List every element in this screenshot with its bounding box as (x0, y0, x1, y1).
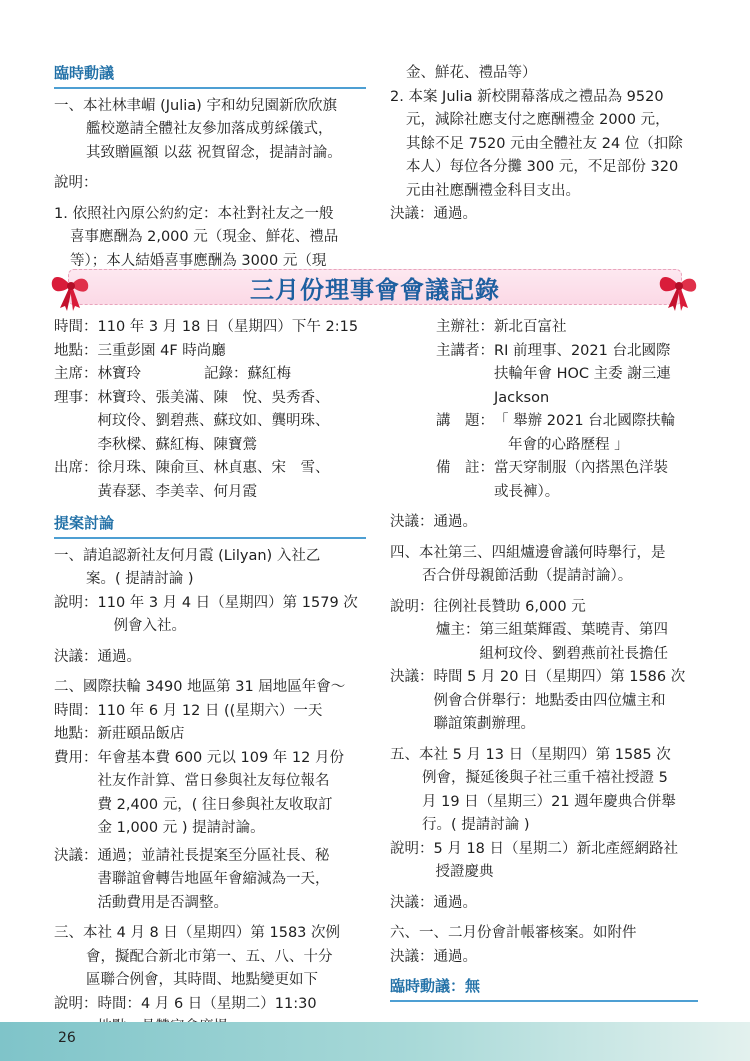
resolution-line: 例會合併舉行：地點委由四位爐主和 (433, 692, 666, 709)
resolution-line: 活動費用是否調整。 (97, 894, 228, 911)
proposal-place: 地點：新莊頤品飯店 (54, 726, 185, 742)
speaker-line: Jackson (494, 389, 550, 406)
resolution: 決議：通過。 (390, 948, 477, 965)
remark-label: 備 註： (436, 460, 494, 476)
note-line: 5 月 18 日（星期二）新北產經網路社 (433, 840, 679, 857)
footer-band (0, 1022, 750, 1061)
proposal-note (390, 838, 698, 885)
remark-block (390, 457, 698, 504)
note-label: 說明： (54, 175, 98, 191)
note-label: 說明： (390, 840, 434, 857)
proposal-line: 會，擬配合新北市第一、五、八、十分 (86, 948, 333, 965)
speaker-line: 扶輪年會 HOC 主委 謝三連 (494, 366, 671, 382)
note-line: 2. 本案 Julia 新校開幕落成之禮品為 9520 (390, 88, 664, 105)
host-label: 爐主： (436, 622, 480, 638)
note-line: 元，減除社應支付之應酬禮金 2000 元， (406, 112, 670, 128)
resolution-label: 決議： (390, 669, 434, 685)
topic-line: 年會的心路歷程 」 (508, 436, 629, 453)
meeting-recorder: 記錄：蘇紅梅 (204, 366, 291, 382)
proposal-line: 一、請追認新社友何月霞 (Lilyan) 入社乙 (54, 547, 321, 564)
note-line: 例會入社。 (113, 618, 186, 634)
left-main-section (54, 316, 366, 1040)
proposal-line: 二、國際扶輪 3490 地區第 31 屆地區年會～ (54, 679, 346, 695)
remark-line: 當天穿制服（內搭黑色洋裝 (494, 460, 668, 476)
host-club: 主辦社：新北百富社 (436, 319, 567, 335)
topic-block (390, 410, 698, 457)
fee-line: 社友作計算、當日參與社友每位報名 (97, 773, 330, 789)
directors-line: 柯玟伶、劉碧燕、蘇玟如、龔明珠、 (97, 413, 330, 429)
note-line: 1. 依照社內原公約約定：本社對社友之一般 (54, 205, 334, 222)
resolution-line: 聯誼策劃辦理。 (433, 716, 535, 732)
topic-line: 「 舉辦 2021 台北國際扶輪 (494, 413, 676, 429)
resolution-line: 時間 5 月 20 日（星期四）第 1586 次 (433, 669, 686, 685)
attendees-label: 出席： (54, 460, 98, 476)
proposal-line: 六、一、二月份會計帳審核案。如附件 (390, 925, 637, 941)
section-title-proposals: 提案討論 (54, 512, 366, 539)
resolution: 決議：通過。 (390, 894, 477, 911)
note-line: 其餘不足 7520 元由全體社友 24 位（扣除 (406, 135, 683, 152)
section-banner (48, 266, 702, 308)
page-number: 26 (58, 1030, 76, 1046)
note-line: 等）；本人結婚喜事應酬為 3000 元（現 (70, 252, 327, 269)
attendees-line: 徐月珠、陳俞亘、林貞惠、宋 雪、 (97, 460, 330, 476)
resolution: 決議：通過。 (390, 514, 477, 530)
topic-label: 講 題： (436, 413, 494, 429)
resolution: 決議：通過。 (54, 648, 141, 665)
speaker-label: 主講者： (436, 342, 494, 359)
motion-line: 一、本社林聿嵋 (Julia) 宇和幼兒園新欣欣旗 (54, 97, 337, 114)
host-line: 第三組葉輝霞、葉曉青、第四 (479, 622, 668, 638)
note-line: 110 年 3 月 4 日（星期四）第 1579 次 (97, 594, 358, 611)
proposal-line: 五、本社 5 月 13 日（星期四）第 1585 次 (390, 746, 671, 763)
meeting-chair: 主席：林寶玲 (54, 366, 141, 382)
fee-line: 費 2,400 元，( 往日參與社友收取訂 (97, 796, 333, 813)
proposal-line: 例會，擬延後與子社三重千禧社授證 5 (422, 770, 668, 786)
speaker-block (390, 340, 698, 411)
meeting-time: 時間：110 年 3 月 18 日（星期四）下午 2:15 (54, 319, 359, 335)
meeting-place: 地點：三重彭園 4F 時尚廳 (54, 342, 226, 359)
directors-line: 李秋樑、蘇紅梅、陳寶鶯 (97, 436, 257, 453)
fee-line: 金 1,000 元 ) 提請討論。 (97, 820, 265, 836)
chair-recorder-row (54, 363, 366, 387)
note-line: 元由社應酬禮金科目支出。 (406, 182, 580, 199)
banner-title: 三月份理事會會議記錄 (250, 276, 500, 304)
attendees-line: 黃春瑟、李美幸、何月霞 (97, 483, 257, 500)
resolution-line: 書聯誼會轉告地區年會縮減為一天， (97, 871, 330, 887)
fee-label: 費用： (54, 749, 98, 766)
section-title-temp-motion: 臨時動議 (54, 62, 366, 89)
section-title-temp-motion-none: 臨時動議：無 (390, 975, 698, 1002)
motion-line: 其致贈匾額 以茲 祝賀留念，提請討論。 (86, 144, 342, 161)
proposal-time: 時間：110 年 6 月 12 日 ((星期六）一天 (54, 702, 323, 719)
proposal-line: 四、本社第三、四組爐邊會議何時舉行，是 (390, 544, 666, 561)
directors-line: 林寶玲、張美滿、陳 悅、吳秀香、 (97, 389, 330, 406)
proposal-line: 區聯合例會，其時間、地點變更如下 (86, 972, 318, 988)
proposal-line: 案。( 提請討論 ) (86, 571, 194, 587)
fee-line: 年會基本費 600 元以 109 年 12 月份 (97, 749, 344, 766)
note-line: 金、鮮花、禮品等） (406, 65, 537, 81)
proposal-line: 三、本社 4 月 8 日（星期四）第 1583 次例 (54, 925, 341, 941)
note-label: 說明： (54, 995, 98, 1012)
proposal-line: 否合併母親節活動（提請討論）。 (422, 568, 633, 584)
left-top-section (54, 62, 366, 273)
speaker-line: RI 前理事、2021 台北國際 (494, 342, 671, 359)
remark-line: 或長褲）。 (494, 483, 560, 500)
proposal-line: 月 19 日（星期三）21 週年慶典合併舉 (422, 793, 676, 810)
motion-line: 艦校邀請全體社友參加落成剪綵儀式， (86, 121, 333, 137)
note-label: 說明： (54, 594, 98, 611)
resolution-block (390, 666, 698, 737)
resolution-line: 通過；並請社長提案至分區社長、秘 (97, 847, 330, 864)
resolution: 決議：通過。 (390, 206, 477, 222)
note-line: 授證慶典 (435, 864, 494, 880)
attendees-block (54, 457, 366, 504)
resolution-label: 決議： (54, 847, 98, 864)
host-block (390, 619, 698, 666)
note-line: 喜事應酬為 2,000 元（現金、鮮花、禮品 (70, 229, 339, 245)
note-line: 本人）每位各分攤 300 元，不足部份 320 (406, 159, 679, 175)
directors-label: 理事： (54, 389, 98, 406)
proposal-line: 行。( 提請討論 ) (422, 817, 530, 833)
right-main-section (390, 316, 698, 1008)
note-line: 說明：往例社長贊助 6,000 元 (390, 598, 586, 615)
proposal-note (54, 592, 366, 639)
right-top-section (390, 62, 698, 227)
resolution-block (54, 845, 366, 916)
fee-block (54, 747, 366, 841)
note-line: 時間：4 月 6 日（星期二）11:30 (97, 995, 317, 1012)
directors-block (54, 387, 366, 458)
host-line: 組柯玟伶、劉碧燕前社長擔任 (479, 645, 668, 662)
